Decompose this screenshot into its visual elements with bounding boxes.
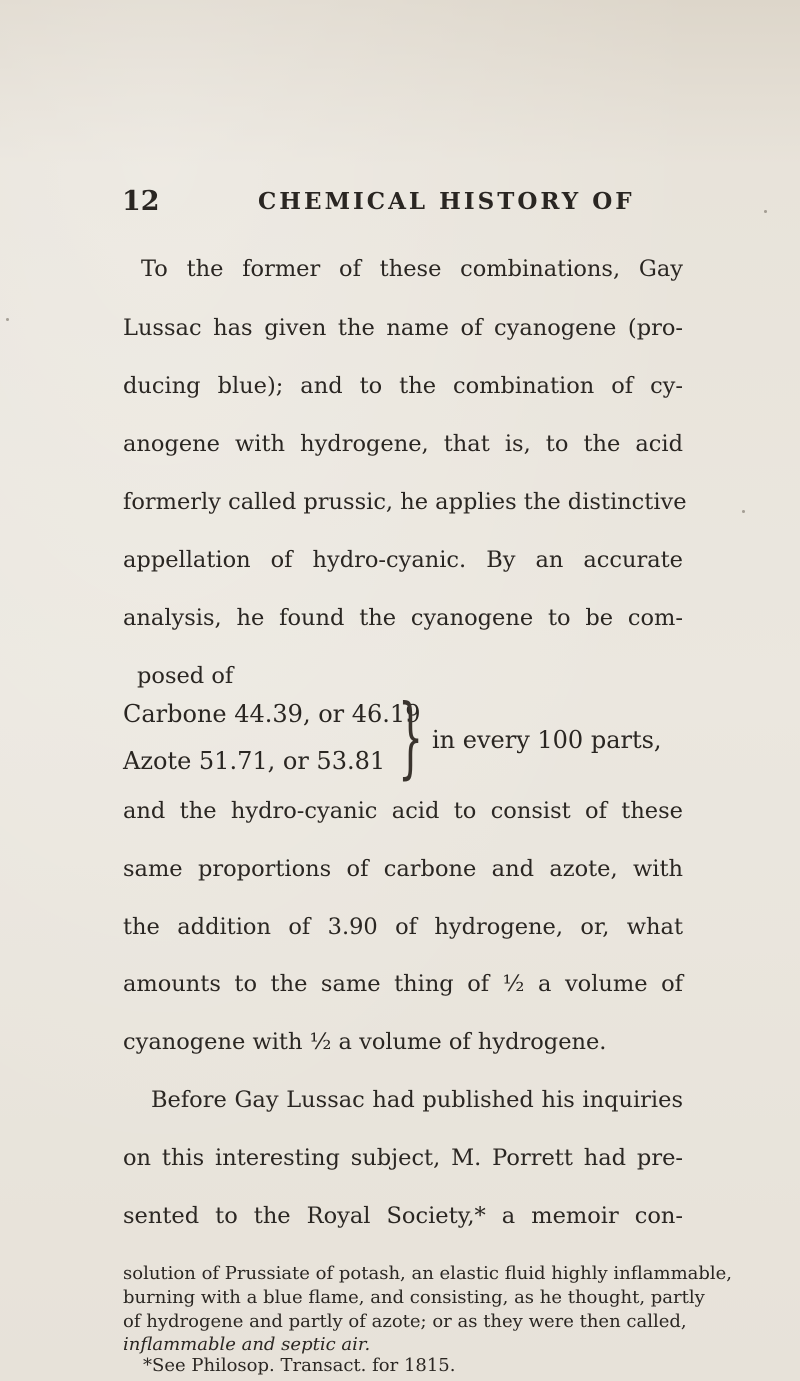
body-line: To the former of these combinations, Gay [141, 256, 683, 282]
body-line: formerly called prussic, he applies the distinctive [123, 489, 687, 515]
body-line: and the hydro-cyanic acid to consist of these [123, 798, 683, 824]
page-number: 12 [122, 186, 160, 217]
body-line: Lussac has given the name of cyanogene (pro- [123, 315, 683, 341]
footnote-line: burning with a blue flame, and consisting, as he thought, partly [123, 1287, 705, 1308]
brace-icon: } [398, 685, 424, 788]
body-line: appellation of hydro-cyanic. By an accurate [123, 547, 683, 573]
body-line: cyanogene with ½ a volume of hydrogene. [123, 1029, 607, 1055]
footnote-line: solution of Prussiate of potash, an elastic fluid highly inflammable, [123, 1263, 733, 1284]
body-line: on this interesting subject, M. Porrett had pre- [123, 1145, 683, 1171]
page-speck [742, 510, 745, 513]
footnote-reference: *See Philosop. Transact. for 1815. [143, 1355, 456, 1376]
body-line: same proportions of carbone and azote, with [123, 856, 683, 882]
body-line: ducing blue); and to the combination of cy- [123, 373, 683, 399]
body-line: Before Gay Lussac had published his inquiries [151, 1087, 683, 1113]
footnote-line: of hydrogene and partly of azote; or as they were then called, [123, 1311, 687, 1332]
composition-row-carbone: Carbone 44.39, or 46.19 [123, 700, 421, 728]
running-head: CHEMICAL HISTORY OF [258, 188, 635, 215]
body-line: amounts to the same thing of ½ a volume of [123, 971, 683, 997]
body-line: analysis, he found the cyanogene to be com- [123, 605, 683, 631]
page-header [0, 186, 800, 226]
body-line: sented to the Royal Society,* a memoir con- [123, 1203, 683, 1229]
footnote-line: inflammable and septic air. [123, 1334, 371, 1355]
body-line: the addition of 3.90 of hydrogene, or, what [123, 914, 683, 940]
composition-row-azote: Azote 51.71, or 53.81 [123, 747, 386, 775]
composition-label: in every 100 parts, [432, 726, 662, 754]
page-speck [6, 318, 9, 321]
body-line: posed of [137, 663, 234, 689]
body-line: anogene with hydrogene, that is, to the acid [123, 431, 683, 457]
